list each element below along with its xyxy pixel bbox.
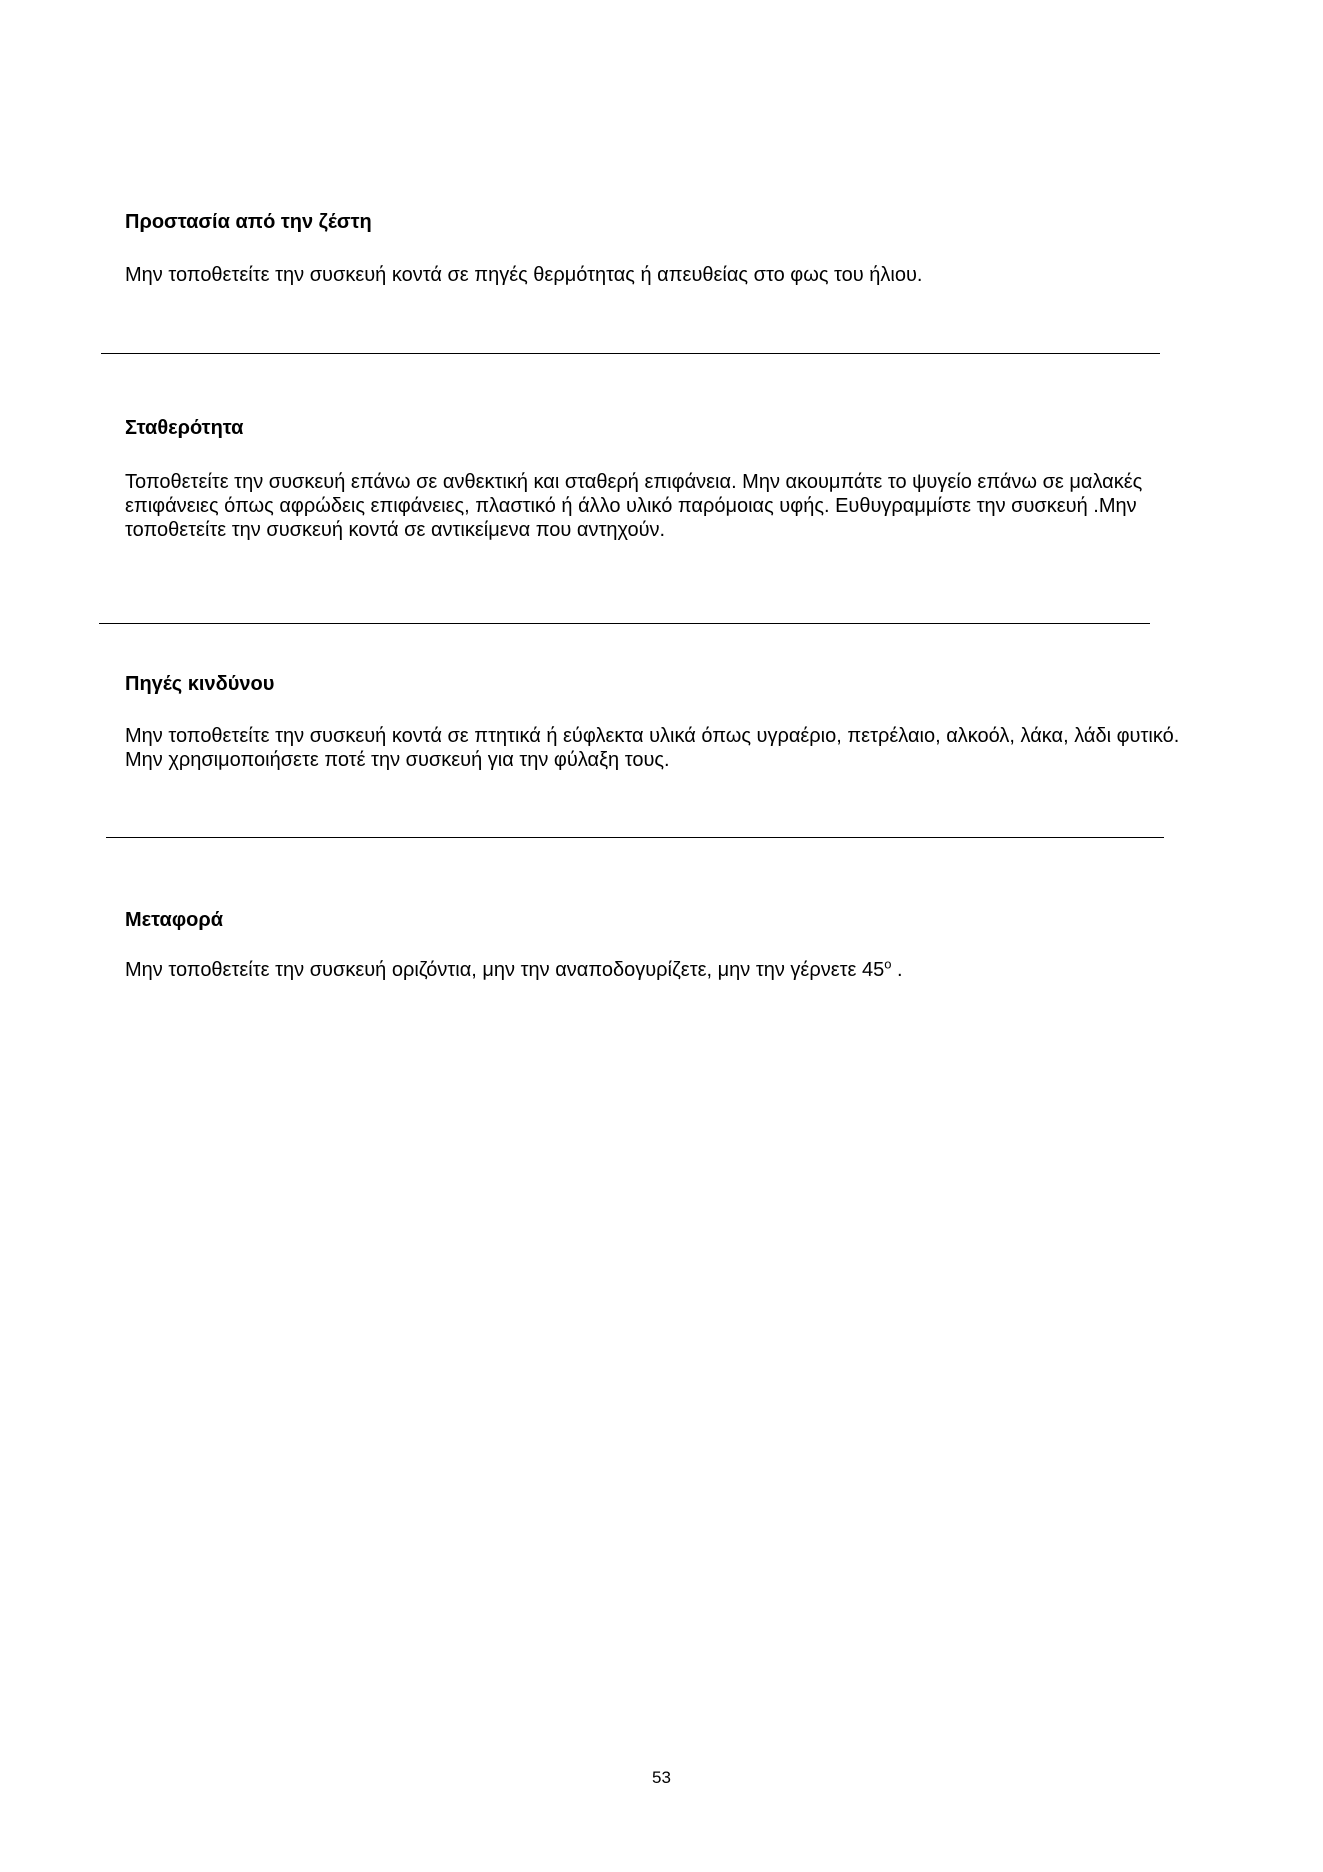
section-body-transport (125, 958, 1205, 982)
section-body-heat-protection: Μην τοποθετείτε την συσκευή κοντά σε πηγές θερμότητας ή απευθείας στο φως του ήλιου. (125, 264, 923, 286)
section-divider (106, 837, 1164, 838)
section-title-stability: Σταθερότητα (125, 417, 244, 439)
section-title-transport: Μεταφορά (125, 909, 224, 931)
section-title-heat-protection: Προστασία από την ζέστη (125, 211, 372, 233)
section-title-hazard-sources: Πηγές κινδύνου (125, 673, 275, 695)
degree-superscript: o (884, 956, 892, 972)
page-number: 53 (652, 1768, 671, 1787)
section-body-hazard-sources: Μην τοποθετείτε την συσκευή κοντά σε πτητικά ή εύφλεκτα υλικά όπως υγραέριο, πετρέλαιο, αλκοόλ, λάκα, λάδι φυτικό. Μην χρησιμοποιήσετε ποτέ την συσκευή για την φύλαξη τους. (125, 725, 1180, 771)
section-body-stability: Τοποθετείτε την συσκευή επάνω σε ανθεκτική και σταθερή επιφάνεια. Μην ακουμπάτε το ψυγείο επάνω σε μαλακές επιφάνειες όπως αφρώδεις επιφάνειες, πλαστικό ή άλλο υλικό παρόμοιας υφής. Ευθυγραμμίστε την συσκευή .Μην τοποθετείτε την συσκευή κοντά σε αντικείμενα που αντηχούν. (125, 471, 1143, 541)
section-divider (101, 353, 1160, 354)
section-divider (99, 623, 1150, 624)
section-body-transport-text: Μην τοποθετείτε την συσκευή οριζόντια, μην την αναποδογυρίζετε, μην την γέρνετε 45 (125, 959, 885, 981)
section-body-transport-suffix: . (891, 959, 903, 981)
